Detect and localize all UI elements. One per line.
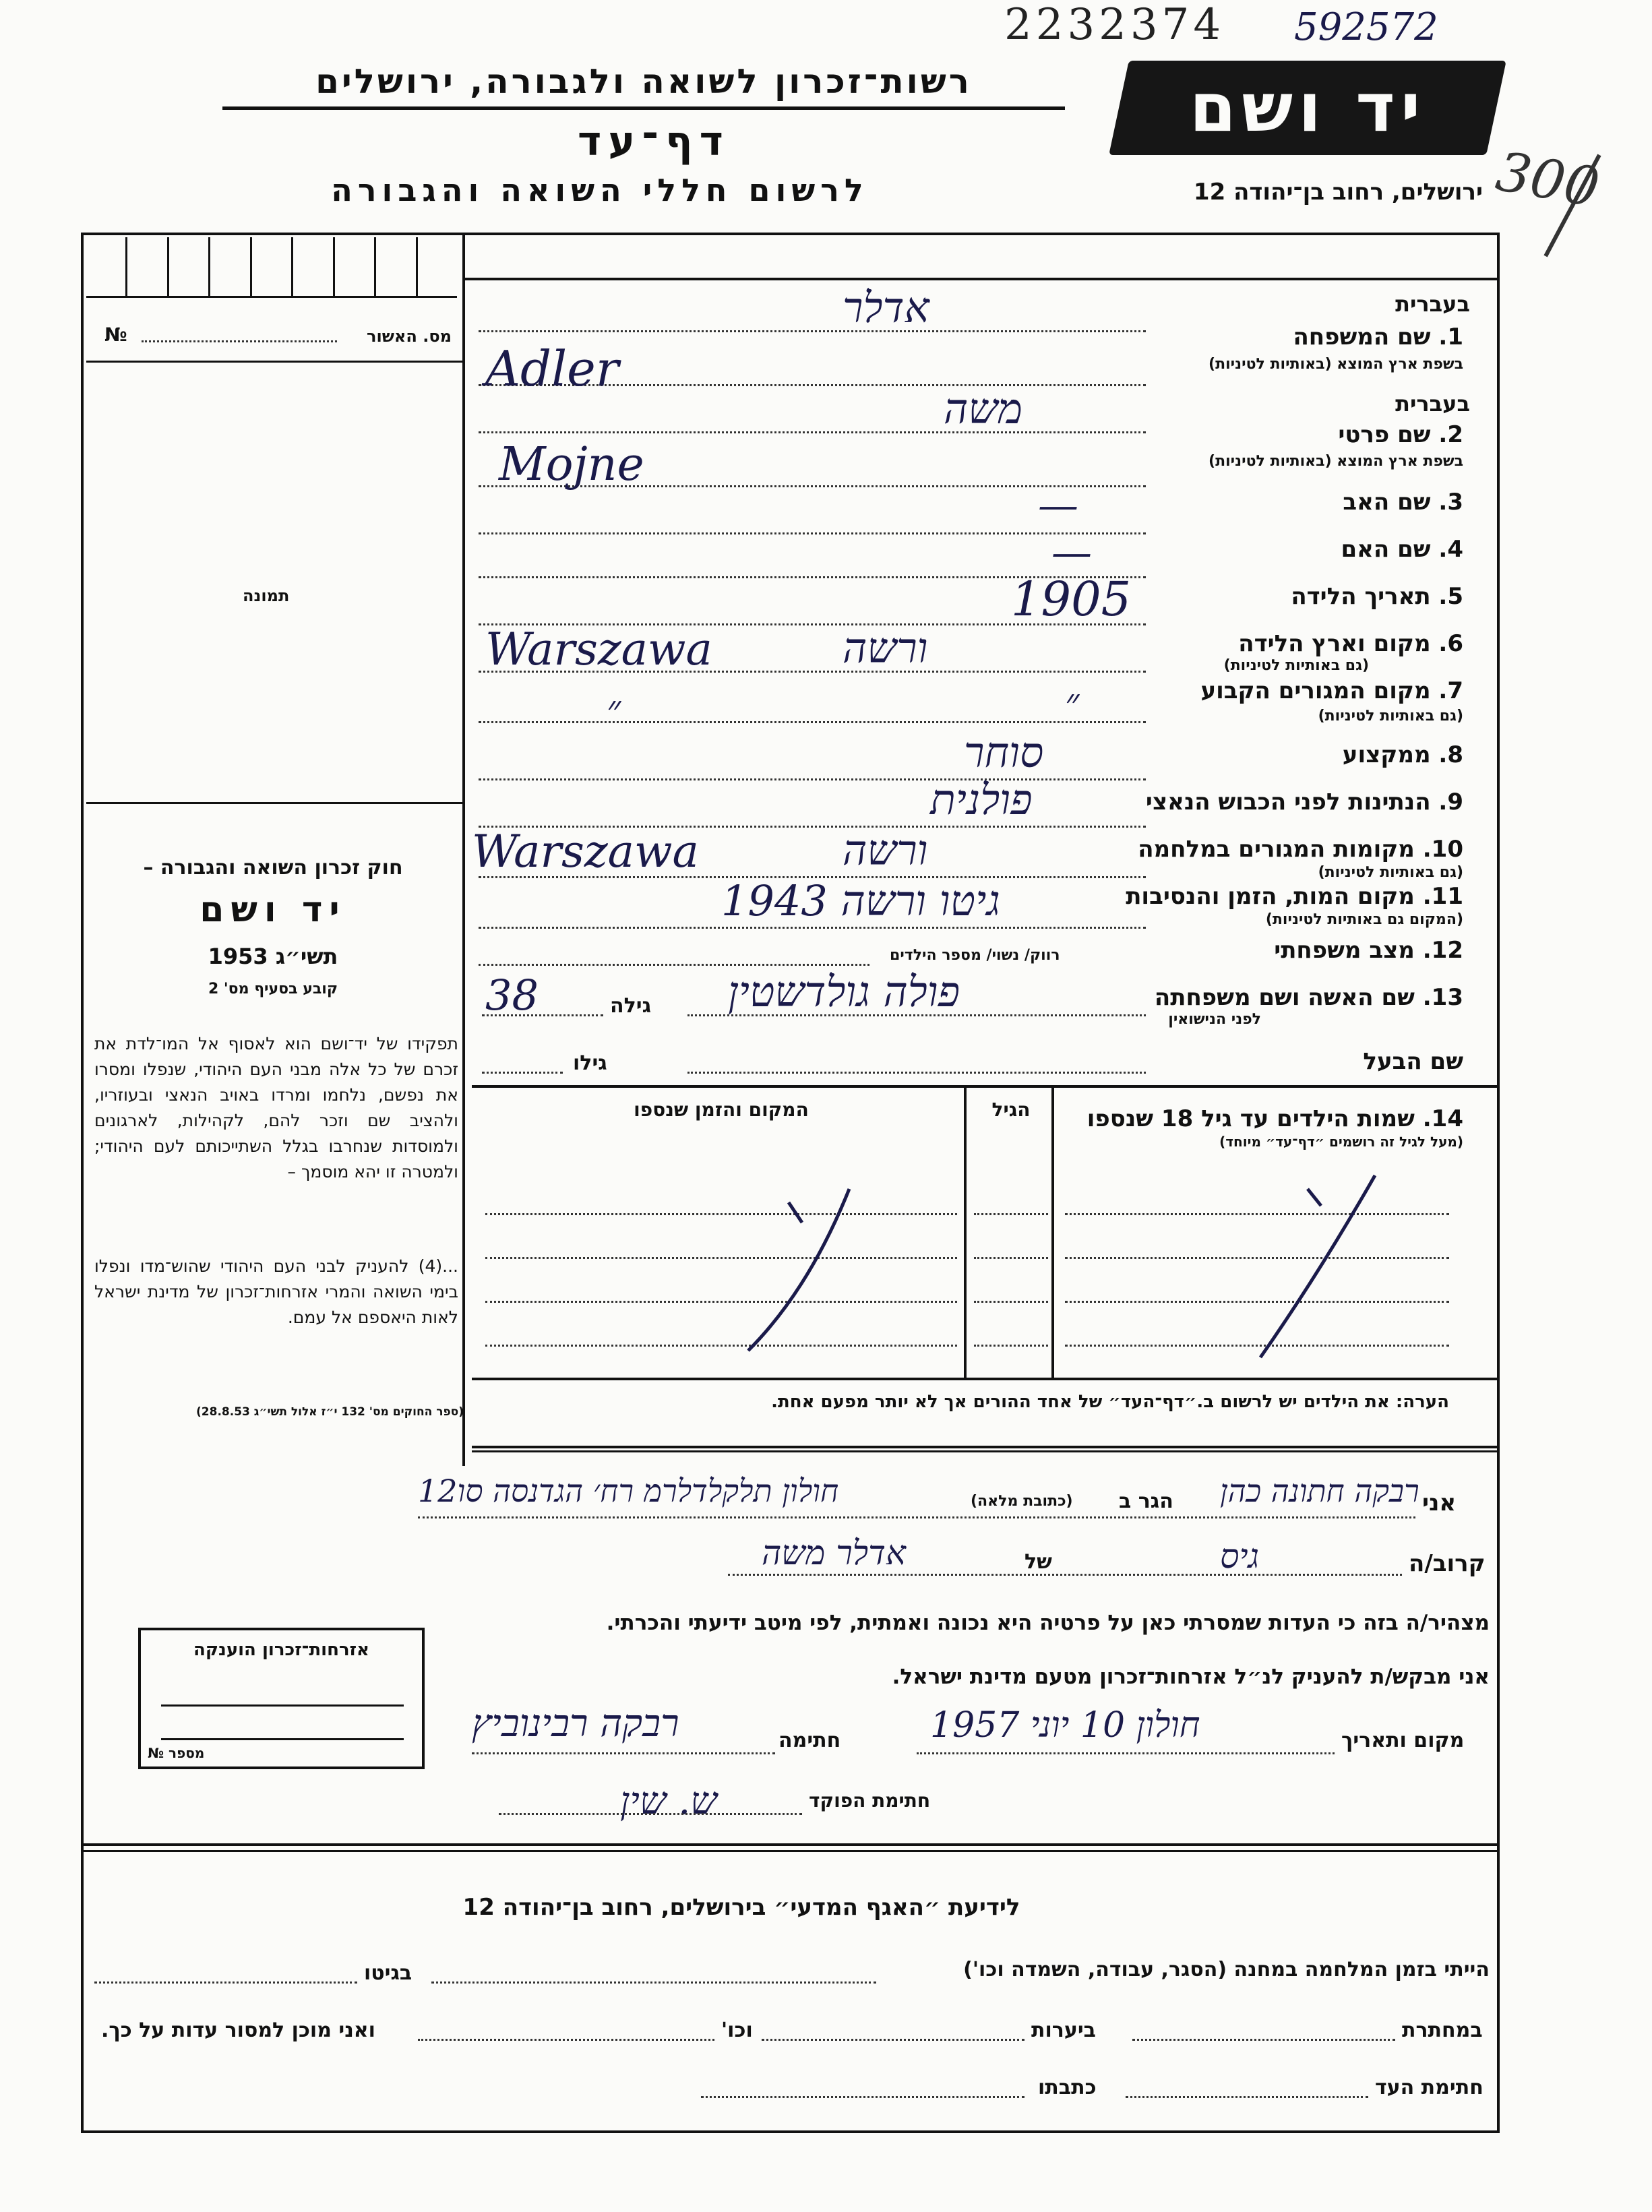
field-12-num: 12. [1422,937,1463,964]
children-bottom-rule [472,1378,1500,1380]
note: הערה: את הילדים יש לרשום ב.״דף־העד״ של אחד ההורים אך לא יותר מפעם אחת. [771,1392,1449,1412]
hiding-line [1132,2039,1395,2041]
forests-line [762,2039,1024,2041]
doc-number-stamp: 2232374 [1004,0,1225,50]
field-4-num: 4. [1438,536,1463,563]
field-9-num: 9. [1438,789,1463,816]
decl-line-5 [499,1813,802,1815]
field-11-line [479,927,1146,929]
bottom-ready: ואני מוכן למסור עדות על כך. [101,2019,375,2042]
law-section: קובע בסעיף מס' 2 [208,981,338,997]
field-2-value-he[interactable]: משה [944,384,1022,433]
box-number: מספר № [148,1745,205,1761]
field-1-hint: בעברית [1395,291,1470,317]
decl-line-1 [418,1516,1415,1518]
field-8-line [479,778,1146,780]
decl-place-date-label: מקום ותאריך [1341,1729,1465,1752]
field-1-num: 1. [1438,324,1463,350]
field-14-sub: (מעל לגיל זה רושמים ״דף־עד״ מיוחד) [1219,1134,1463,1150]
decl-relative-label: קרוב/ה [1409,1550,1486,1577]
field-2-hint: בעברית [1395,391,1470,417]
field-11-num: 11. [1422,883,1463,910]
decl-resides-label: הגר ב [1119,1489,1173,1513]
ghetto-line [94,1981,357,1984]
husband-age-label: גילו [573,1051,607,1075]
decl-request: אני מבקש/ת להעניק לנ״ל אזרחות־זכרון מטעם מדינת ישראל. [892,1665,1490,1689]
photo-rule [86,802,462,804]
field-14-num: 14. [1422,1105,1463,1132]
field-1-name: שם המשפחה [1293,324,1431,350]
field-2-name: שם פרטי [1338,421,1431,448]
decl-signature-value[interactable]: רבקה רבינוביץ [472,1702,679,1746]
field-12-options[interactable]: רווק/ נשוי/ מספר הילדים [890,947,1060,964]
note-rule [472,1446,1500,1448]
form-subtitle: לרשום חללי השואה והגבורה [331,172,869,208]
left-column-divider [462,233,465,1466]
field-10-value-lat[interactable]: Warszawa [472,826,699,878]
field-7-num: 7. [1438,677,1463,704]
field-10-label [1138,836,1463,863]
org-underline [222,106,1065,110]
field-7-value-a[interactable]: ״ [1065,681,1080,725]
approval-no: № [104,324,127,346]
field-3-name: שם האב [1343,489,1431,516]
husband-age-line [482,1072,563,1074]
etc-line [418,2039,714,2041]
field-1-value-lat[interactable]: Adler [485,340,619,397]
field-5-value[interactable]: 1905 [1011,572,1132,627]
bottom-address: כתבתו [1038,2076,1097,2099]
field-6-sub: (גם באותיות לטיניות) [1223,657,1369,674]
camp-line [431,1981,876,1984]
field-3-line [479,532,1146,534]
top-rule [462,278,1500,280]
field-5-label [1291,583,1463,610]
field-2-sub: בשפת ארץ המוצא (באותיות לטיניות) [1209,453,1463,470]
field-10-name: מקומות המגורים במלחמה [1138,836,1415,863]
bottom-etc: וכו' [721,2019,753,2042]
field-14-name: שמות הילדים עד גיל 18 שנספו [1087,1105,1415,1132]
citizenship-box [138,1628,425,1769]
field-10-num: 10. [1422,836,1463,863]
field-1-label [1293,324,1463,350]
field-12-name: מצב משפחתי [1274,937,1415,964]
logo-text: יד ושם [1189,68,1426,147]
field-3-label [1343,489,1463,516]
field-8-num: 8. [1438,741,1463,768]
field-10-value-he[interactable]: ורשה [843,826,928,875]
field-13-name: שם האשה ושם משפחתה [1154,984,1415,1011]
decl-line-4 [472,1752,775,1754]
field-11-name: מקום המות, הזמן והנסיבות [1126,883,1415,910]
field-13-sub: לפני הנישואין [1168,1011,1261,1028]
field-7-value-b[interactable]: ״ [607,687,621,731]
bottom-ghetto: בגיטו [364,1961,412,1985]
address-line [701,2096,1024,2098]
decl-relative-value[interactable]: גיס [1220,1537,1260,1576]
field-5-num: 5. [1438,583,1463,610]
field-1-value-he[interactable]: אדלר [843,283,929,332]
bottom-rule [81,1843,1500,1846]
field-12-label [1274,937,1463,964]
decl-line-2 [728,1574,1402,1576]
org-line: רשות־זכרון לשואה ולגבורה, ירושלים [315,62,972,101]
strike-marks [472,1088,1500,1378]
field-7-name: מקום המגורים הקבוע [1200,677,1431,704]
doc-number-handwritten: 592572 [1294,5,1438,49]
citizenship-box-title: אזרחות־זכרון הוענקה [193,1640,369,1660]
bottom-rule-2 [81,1850,1500,1852]
field-6-label [1238,630,1463,657]
field-6-name: מקום וארץ הלידה [1238,630,1431,657]
decl-signature-label: חתימה [778,1729,841,1752]
law-ref: (ספר החוקים מס' 132 י״ז אלול תשי״ג 28.8.53) [196,1405,464,1419]
field-11-label [1126,883,1463,910]
field-8-label [1343,741,1463,768]
reference-boxes [86,237,457,298]
field-4-name: שם האם [1341,536,1431,563]
bottom-hiding: במחתרת [1402,2019,1483,2042]
bottom-forests: ביערות [1031,2019,1096,2042]
husband-label: שם הבעל [1363,1048,1463,1075]
field-13-num: 13. [1422,984,1463,1011]
decl-i-label: אני [1422,1489,1457,1516]
approval-rule [86,361,462,363]
field-9-label [1146,789,1463,816]
field-3-value[interactable]: — [1038,482,1078,529]
field-13-label [1155,984,1463,1011]
law-text-2: ...(4) להעניק לבני העם היהודי שהוש־מדו ונפלו בימי השואה והמרי אזרחות־זכרון של מדינת ישראל לאות היאספם אל עמם. [94,1256,458,1327]
logo [1109,61,1506,155]
decl-line-3 [917,1752,1335,1754]
bottom-line1: הייתי בזמן המלחמה במחנה (הסגר, עבודה, השמדה וכו') [963,1958,1490,1981]
decl-of-value[interactable]: אדלר משה [762,1533,906,1572]
field-9-name: הנתינות לפני הכבוש הנאצי [1145,789,1431,816]
law-name: יד ושם [200,890,346,930]
decl-i-value[interactable]: רבקה חתונה כהן [1220,1473,1419,1509]
decl-statement: מצהיר/ה בזה כי העדות שמסרתי כאן על פרטיה היא נכונה ואמתית, לפי מיטב ידיעתי והכרתי. [606,1611,1490,1635]
decl-place-date-value[interactable]: חולון 10 יוני 1957 [930,1705,1200,1746]
decl-address-value[interactable]: חולון תלקלדלרמ רח׳ הגדנסה סו12 [418,1473,839,1509]
decl-address-hint: (כתובת מלאה) [971,1493,1073,1510]
field-3-num: 3. [1438,489,1463,516]
col-age-header: הגיל [991,1099,1031,1121]
field-6-value-he[interactable]: ורשה [843,623,928,673]
field-5-name: תאריך הלידה [1291,583,1431,610]
field-1-line-he [479,330,1146,332]
field-8-value[interactable]: סוחר [964,728,1044,777]
address: ירושלים, רחוב בן־יהודה 12 [1193,179,1483,206]
field-11-sub: (המקום גם באותיות לטיניות) [1265,911,1463,928]
field-2-num: 2. [1438,421,1463,448]
col-place-header: המקום והזמן שנספו [634,1099,809,1121]
field-13-value[interactable]: פולה גולדשטין [728,967,960,1016]
field-1-sub: בשפת ארץ המוצא (באותיות לטיניות) [1209,356,1463,373]
bottom-title: לידיעת ״האגף המדעי״ בירושלים, רחוב בן־יהודה 12 [462,1894,1020,1921]
field-4-label [1341,536,1463,563]
field-7-label [1200,677,1463,704]
field-2-value-lat[interactable]: Mojne [499,438,644,491]
law-year: תשי״ג 1953 [208,944,338,969]
note-rule-2 [472,1450,1500,1452]
witness-line [1126,2096,1368,2098]
decl-officer-value[interactable]: ש. שין [620,1779,717,1823]
field-4-value[interactable]: — [1051,529,1092,576]
decl-officer-label: חתימת הפוקד [809,1789,931,1812]
corner-note: 300 [1492,140,1604,220]
field-2-line-he [479,431,1146,433]
decl-of-label: של [1024,1550,1052,1574]
field-13-age-label: גילה [610,994,651,1018]
law-text: תפקידו של יד־ושם הוא לאסוף אל המו־לדת את זכרם של כל אלה מבני העם היהודי, שנפלו ומסרו את נפשם, נלחמו ומרדו באויב הנאצי ובעוזריו, ולהציב שם וזכר להם, לקהילות, לארגונים ולמוסדות שנחרבו בגלל השתייכותם לעם היהודי; ולמטרה זו יהא מוסמך – [94,1034,458,1181]
field-12-line [479,964,869,966]
field-10-sub: (גם באותיות לטיניות) [1318,864,1463,881]
field-7-line [479,721,1146,723]
approval-label: מס. האשור [367,327,452,346]
field-9-value[interactable]: פולנית [930,775,1033,824]
field-6-num: 6. [1438,630,1463,657]
field-6-value-lat[interactable]: Warszawa [485,623,712,675]
law-title: חוק זכרון השואה והגבורה – [143,856,403,880]
husband-line [687,1072,1146,1074]
photo-label: תמונה [243,586,290,605]
field-8-name: ממקצוע [1342,741,1431,768]
form-title: דף־עד [578,118,730,165]
field-2-label [1338,421,1463,448]
field-7-sub: (גם באותיות לטיניות) [1318,708,1463,725]
approval-dots [142,340,337,342]
field-11-value[interactable]: גיטו ורשה 1943 [721,876,1000,925]
bottom-witness-sig: חתימת העד [1375,2076,1483,2099]
field-13-age-value[interactable]: 38 [485,971,539,1020]
